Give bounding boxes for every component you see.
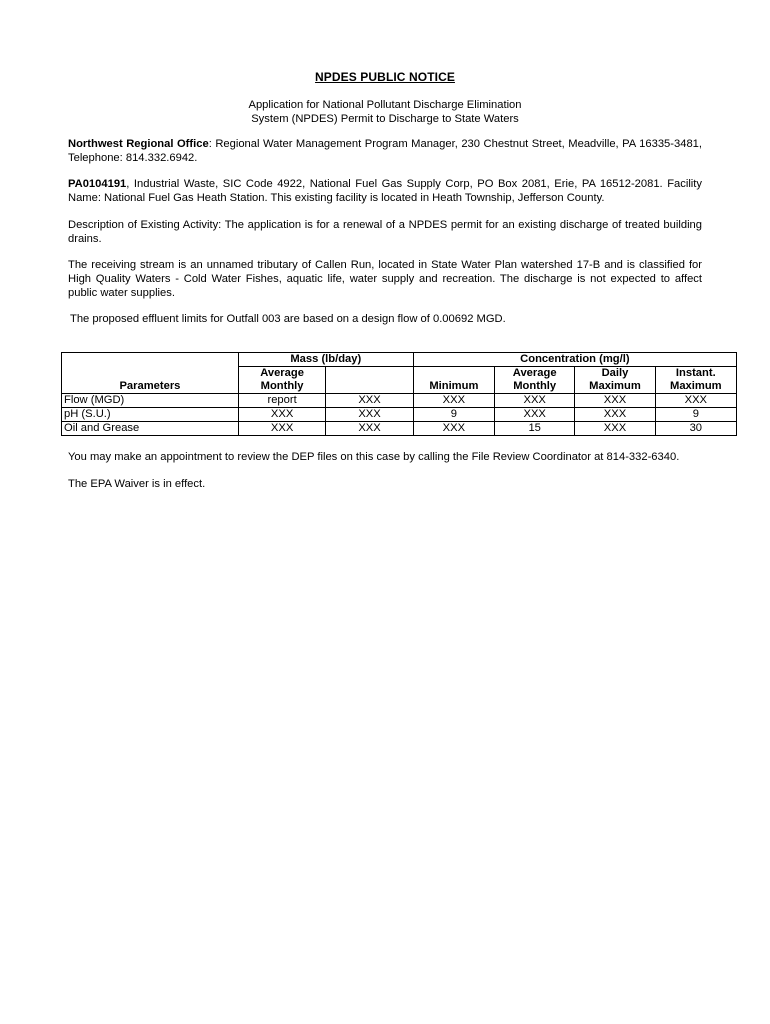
conc-average-label: Average xyxy=(512,367,557,379)
row-cell: XXX xyxy=(495,408,575,422)
row-cell: XXX xyxy=(326,422,413,436)
row-cell: XXX xyxy=(575,422,655,436)
row-cell: XXX xyxy=(238,422,325,436)
notice-subtitle xyxy=(0,98,770,126)
row-cell: XXX xyxy=(326,394,413,408)
epa-waiver-paragraph: The EPA Waiver is in effect. xyxy=(68,478,206,490)
mass-monthly-label: Monthly xyxy=(260,380,304,392)
row-parameter: Oil and Grease xyxy=(62,422,239,436)
row-cell: XXX xyxy=(413,422,494,436)
effluent-limits-table xyxy=(61,352,737,436)
office-text: : Regional Water Management Program Manager, 230 Chestnut Street, Meadville, PA 16335-3481, Telephone: 814.332.6942. xyxy=(68,138,702,164)
row-parameter: Flow (MGD) xyxy=(62,394,239,408)
stream-paragraph: The receiving stream is an unnamed tributary of Callen Run, located in State Water Plan watershed 17-B and is classified for High Quality Waters - Cold Water Fishes, aquatic life, water supply and recreation. The discharge is not expected to affect public water supplies. xyxy=(68,259,702,299)
concentration-group-header: Concentration (mg/l) xyxy=(413,353,736,367)
parameters-header: Parameters xyxy=(62,367,239,394)
row-cell: XXX xyxy=(575,394,655,408)
daily-maximum-label: Maximum xyxy=(589,380,641,392)
table-group-header-row xyxy=(62,353,737,367)
row-cell: 9 xyxy=(655,408,736,422)
table-header-blank xyxy=(62,353,239,367)
row-cell: XXX xyxy=(326,408,413,422)
table-row xyxy=(62,408,737,422)
permit-paragraph xyxy=(68,178,702,206)
row-cell: 30 xyxy=(655,422,736,436)
table-row xyxy=(62,394,737,408)
description-paragraph: Description of Existing Activity: The application is for a renewal of a NPDES permit for an existing discharge of treated building drains. xyxy=(68,219,702,245)
row-cell: report xyxy=(238,394,325,408)
mass-group-header: Mass (lb/day) xyxy=(238,353,413,367)
row-cell: XXX xyxy=(655,394,736,408)
row-cell: 9 xyxy=(413,408,494,422)
office-label: Northwest Regional Office xyxy=(68,138,209,150)
daily-label: Daily xyxy=(601,367,629,379)
table-row xyxy=(62,422,737,436)
notice-title: NPDES PUBLIC NOTICE xyxy=(315,70,455,84)
row-cell: XXX xyxy=(575,408,655,422)
subtitle-line-2: System (NPDES) Permit to Discharge to State Waters xyxy=(251,113,519,125)
row-cell: 15 xyxy=(495,422,575,436)
row-cell: XXX xyxy=(413,394,494,408)
row-cell: XXX xyxy=(495,394,575,408)
mass-average-label: Average xyxy=(260,367,304,379)
row-parameter: pH (S.U.) xyxy=(62,408,239,422)
daily-maximum-header xyxy=(575,367,655,394)
subtitle-line-1: Application for National Pollutant Discharge Elimination xyxy=(248,99,522,111)
instant-maximum-header xyxy=(655,367,736,394)
appointment-paragraph: You may make an appointment to review the DEP files on this case by calling the File Review Coordinator at 814-332-6340. xyxy=(68,451,680,463)
flow-note: The proposed effluent limits for Outfall 003 are based on a design flow of 0.00692 MGD. xyxy=(70,313,506,325)
permit-text: , Industrial Waste, SIC Code 4922, National Fuel Gas Supply Corp, PO Box 2081, Erie, PA 16512-2081. Facility Name: National Fuel Gas Heath Station. This existing facility is located in Heath Township, Jefferson County. xyxy=(68,178,702,204)
mass-average-monthly-header xyxy=(238,367,325,394)
instant-label: Instant. xyxy=(675,367,716,379)
row-cell: XXX xyxy=(238,408,325,422)
conc-monthly-label: Monthly xyxy=(513,380,557,392)
permit-number: PA0104191 xyxy=(68,178,127,190)
office-paragraph xyxy=(68,138,702,166)
instant-maximum-label: Maximum xyxy=(670,380,722,392)
mass-blank-header xyxy=(326,367,413,394)
conc-average-monthly-header xyxy=(495,367,575,394)
table-header-row xyxy=(62,367,737,394)
minimum-header: Minimum xyxy=(413,367,494,394)
